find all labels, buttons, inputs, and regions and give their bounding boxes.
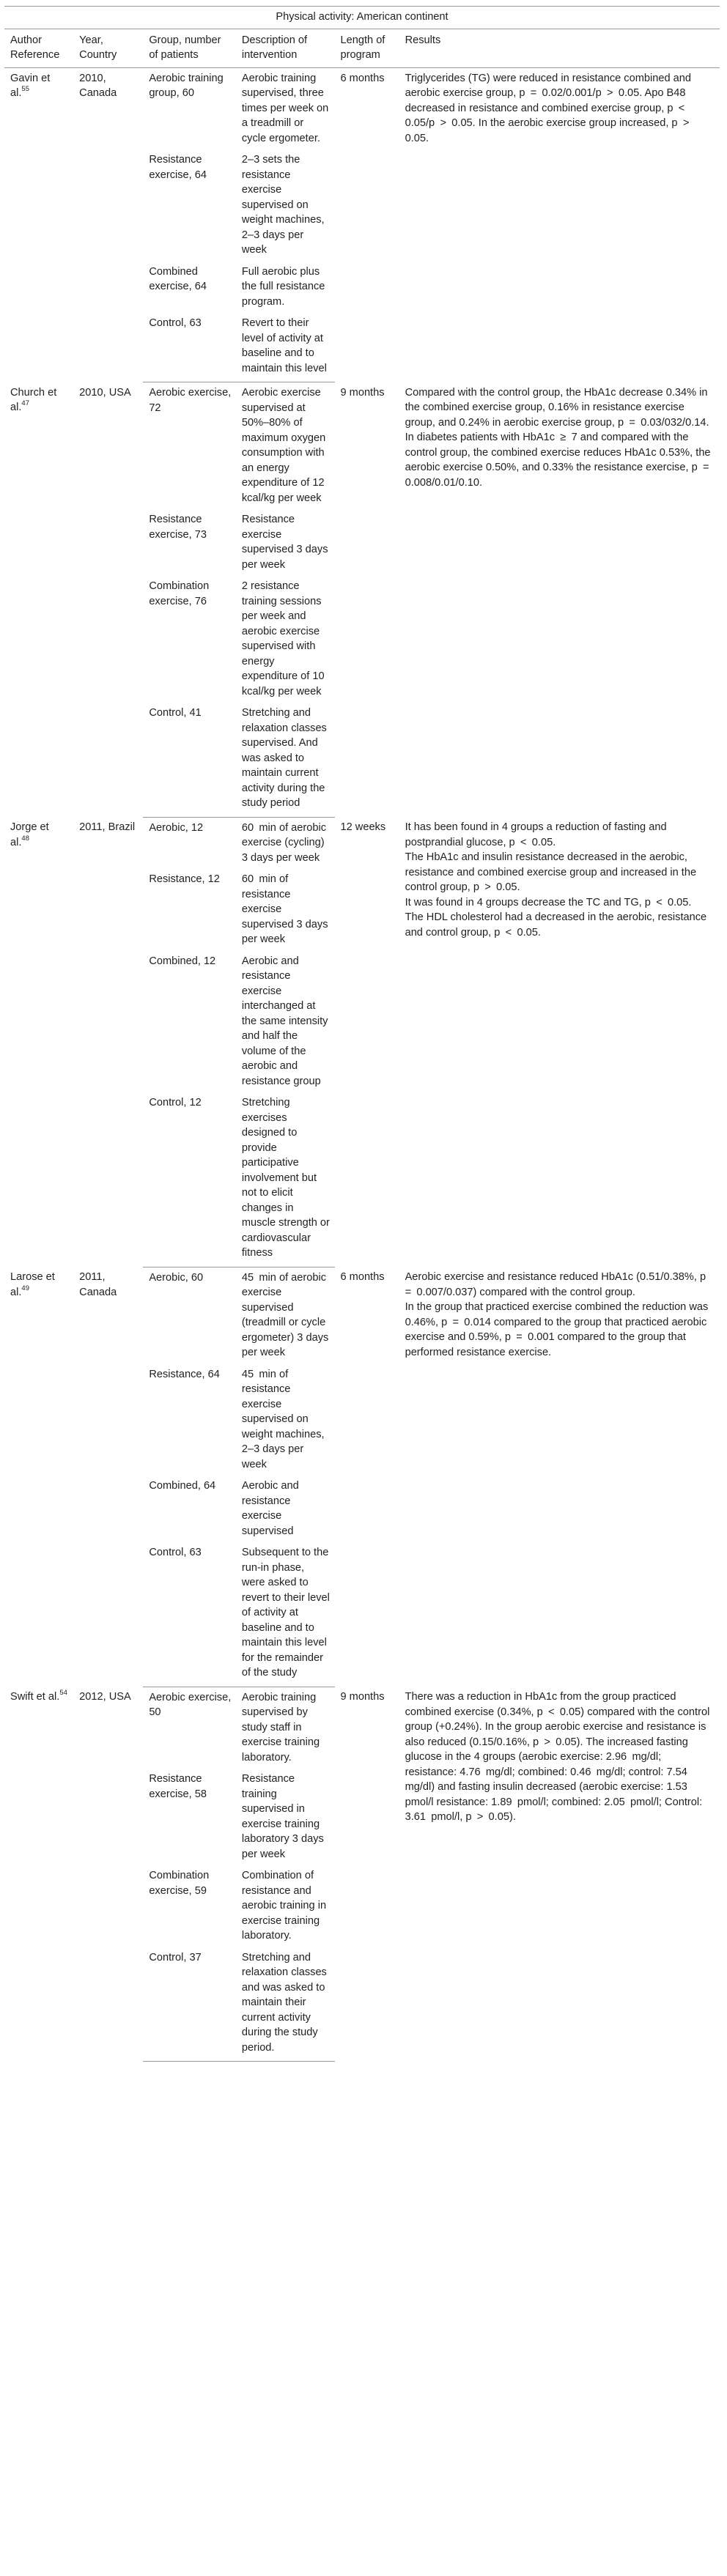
description-cell: Full aerobic plus the full resistance program. — [241, 265, 325, 308]
author-reference-cell — [4, 817, 73, 1267]
description-cell: Aerobic and resistance exercise supervised — [241, 1480, 299, 1537]
table-row — [4, 1687, 720, 1767]
description-cell: Aerobic training supervised, three times per week on a treadmill or cycle ergometer. — [241, 72, 329, 144]
group-cell: Combined, 12 — [149, 955, 216, 967]
group-cell: Control, 37 — [143, 1946, 236, 2062]
group-cell: Combined, 64 — [149, 1480, 216, 1492]
group-cell: Resistance exercise, 64 — [149, 154, 207, 181]
description-cell: 2–3 sets the resistance exercise supervised on weight machines, 2–3 days per week — [241, 154, 325, 256]
header-length: Length of program — [335, 29, 399, 67]
description-cell: 45 min of aerobic exercise supervised (treadmill or cycle ergometer) 3 days per week — [241, 1271, 329, 1358]
reference-number[interactable]: 49 — [21, 1284, 29, 1292]
group-cell: Resistance, 12 — [149, 873, 220, 885]
results-cell: There was a reduction in HbA1c from the group practiced combined exercise (0.34%, p < 0.05) compared with the control group (+0.24%). In the group aerobic exercise and resistance is also reduced (0.15/0.16%, p > 0.05). The increased fasting glucose in the 4 groups (aerobic exercise: 2.96 mg/dl; resistance: 4.76 mg/dl; combined: 0.46 mg/dl; control: 7.54 mg/dl) and fasting insulin decreased (aerobic exercise: 1.53 pmol/l resistance: 1.89 pmol/l; combined: 2.05 pmol/l; Control: 3.61 pmol/l, p > 0.05). — [405, 1691, 710, 1823]
group-cell: Control, 63 — [143, 1541, 236, 1687]
year-country-cell: 2010, USA — [79, 386, 131, 399]
author-name: Gavin et al. — [10, 72, 51, 99]
author-name: Church et al. — [10, 386, 57, 413]
group-cell: Resistance exercise, 58 — [149, 1773, 207, 1800]
group-cell: Aerobic training group, 60 — [149, 72, 224, 99]
table-row — [4, 67, 720, 148]
header-group: Group, number of patients — [143, 29, 236, 67]
header-author-reference: Author Reference — [4, 29, 73, 67]
description-cell: Stretching and relaxation classes supervised. And was asked to maintain current activity during the study period — [236, 701, 335, 817]
header-description: Description of intervention — [236, 29, 335, 67]
author-reference-cell — [4, 67, 73, 382]
length-cell: 6 months — [340, 72, 385, 84]
author-name: Larose et al. — [10, 1271, 55, 1298]
group-cell: Control, 12 — [143, 1091, 236, 1267]
description-cell: Stretching exercises designed to provide participative involvement but not to elicit changes in muscle strength or cardiovascular fitness — [236, 1091, 335, 1267]
group-cell: Aerobic, 12 — [149, 821, 204, 834]
description-cell: Aerobic and resistance exercise interchanged at the same intensity and half the volume of the aerobic and resistance group — [241, 955, 328, 1087]
reference-number[interactable]: 55 — [21, 85, 29, 93]
year-country-cell: 2010, Canada — [79, 72, 117, 99]
group-cell: Aerobic exercise, 50 — [149, 1691, 232, 1718]
group-cell: Control, 63 — [143, 311, 236, 382]
description-cell: Stretching and relaxation classes and was asked to maintain their current activity during the study period. — [236, 1946, 335, 2062]
table-row — [4, 382, 720, 508]
header-results: Results — [399, 29, 720, 67]
results-cell: It has been found in 4 groups a reduction of fasting and postprandial glucose, p < 0.05. The HbA1c and insulin resistance decreased in the aerobic, resistance and combined exercise group and increased in the control group, p > 0.05. It was found in 4 groups decrease the TC and TG, p < 0.05. The HDL cholesterol had a decreased in the aerobic, resistance and control group, p < 0.05. — [405, 821, 707, 939]
table-header-row — [4, 29, 720, 67]
description-cell: Subsequent to the run-in phase, were asked to revert to their level of activity at baseline and to maintain this level for the remainder of the study — [236, 1541, 335, 1687]
length-cell: 9 months — [340, 386, 385, 399]
table-row — [4, 1267, 720, 1363]
author-reference-cell — [4, 382, 73, 818]
author-reference-cell — [4, 1267, 73, 1687]
year-country-cell: 2012, USA — [79, 1691, 131, 1703]
author-name: Swift et al. — [10, 1691, 60, 1703]
results-cell: Compared with the control group, the HbA1c decrease 0.34% in the combined exercise group, 0.16% in resistance exercise group, and 0.24% in aerobic exercise group, p = 0.03/032/0.14. In diabetes patients with HbA1c ≥ 7 and compared with the control group, the combined exercise reduces HbA1c 0.53%, the aerobic exercise 0.50%, and 0.33% the resistance exercise, p = 0.008/0.01/0.10. — [405, 386, 711, 489]
reference-number[interactable]: 48 — [21, 834, 29, 843]
group-cell: Resistance, 64 — [149, 1368, 220, 1380]
description-cell: Revert to their level of activity at baseline and to maintain this level — [236, 311, 335, 382]
group-cell: Aerobic, 60 — [149, 1271, 204, 1284]
table-title: Physical activity: American continent — [4, 7, 720, 29]
length-cell: 9 months — [340, 1691, 385, 1703]
group-cell: Combination exercise, 59 — [149, 1870, 210, 1897]
results-cell: Triglycerides (TG) were reduced in resistance combined and aerobic exercise group, p = 0.02/0.001/p > 0.05. Apo B48 decreased in resistance and combined exercise group, p < 0.05/p > 0.05. In the aerobic exercise group increased, p > 0.05. — [405, 72, 695, 144]
physical-activity-table — [4, 6, 720, 2062]
group-cell: Resistance exercise, 73 — [149, 514, 207, 541]
group-cell: Aerobic exercise, 72 — [149, 387, 232, 414]
author-reference-cell — [4, 1687, 73, 2062]
table-row — [4, 817, 720, 867]
description-cell: 2 resistance training sessions per week and aerobic exercise supervised with energy expenditure of 10 kcal/kg per week — [241, 580, 330, 697]
group-cell: Control, 41 — [143, 701, 236, 817]
year-country-cell: 2011, Brazil — [79, 821, 136, 833]
group-cell: Combined exercise, 64 — [149, 265, 207, 292]
header-year-country: Year, Country — [73, 29, 143, 67]
table-body — [4, 67, 720, 2062]
description-cell: Resistance training supervised in exercise training laboratory 3 days per week — [241, 1773, 324, 1860]
reference-number[interactable]: 54 — [59, 1689, 67, 1697]
results-cell: Aerobic exercise and resistance reduced HbA1c (0.51/0.38%, p = 0.007/0.037) compared with the control group. In the group that practiced exercise combined the reduction was 0.46%, p = 0.014 compared to the group that practiced aerobic exercise and 0.59%, p = 0.001 compared to the group that performed resistance exercise. — [405, 1271, 709, 1358]
description-cell: Aerobic exercise supervised at 50%–80% of maximum oxygen consumption with an energy expenditure of 12 kcal/kg per week — [241, 387, 330, 504]
description-cell: Combination of resistance and aerobic training in exercise training laboratory. — [241, 1870, 327, 1942]
length-cell: 6 months — [340, 1271, 385, 1283]
description-cell: 60 min of aerobic exercise (cycling) 3 days per week — [241, 821, 327, 864]
author-name: Jorge et al. — [10, 821, 49, 848]
description-cell: 60 min of resistance exercise supervised 3 days per week — [241, 873, 328, 945]
table-title-row — [4, 7, 720, 29]
description-cell: Aerobic training supervised by study staff in exercise training laboratory. — [241, 1691, 320, 1763]
year-country-cell: 2011, Canada — [79, 1271, 117, 1298]
description-cell: Resistance exercise supervised 3 days per week — [241, 514, 328, 571]
reference-number[interactable]: 47 — [21, 399, 29, 407]
length-cell: 12 weeks — [340, 821, 386, 833]
group-cell: Combination exercise, 76 — [149, 580, 210, 607]
description-cell: 45 min of resistance exercise supervised on weight machines, 2–3 days per week — [241, 1368, 325, 1470]
